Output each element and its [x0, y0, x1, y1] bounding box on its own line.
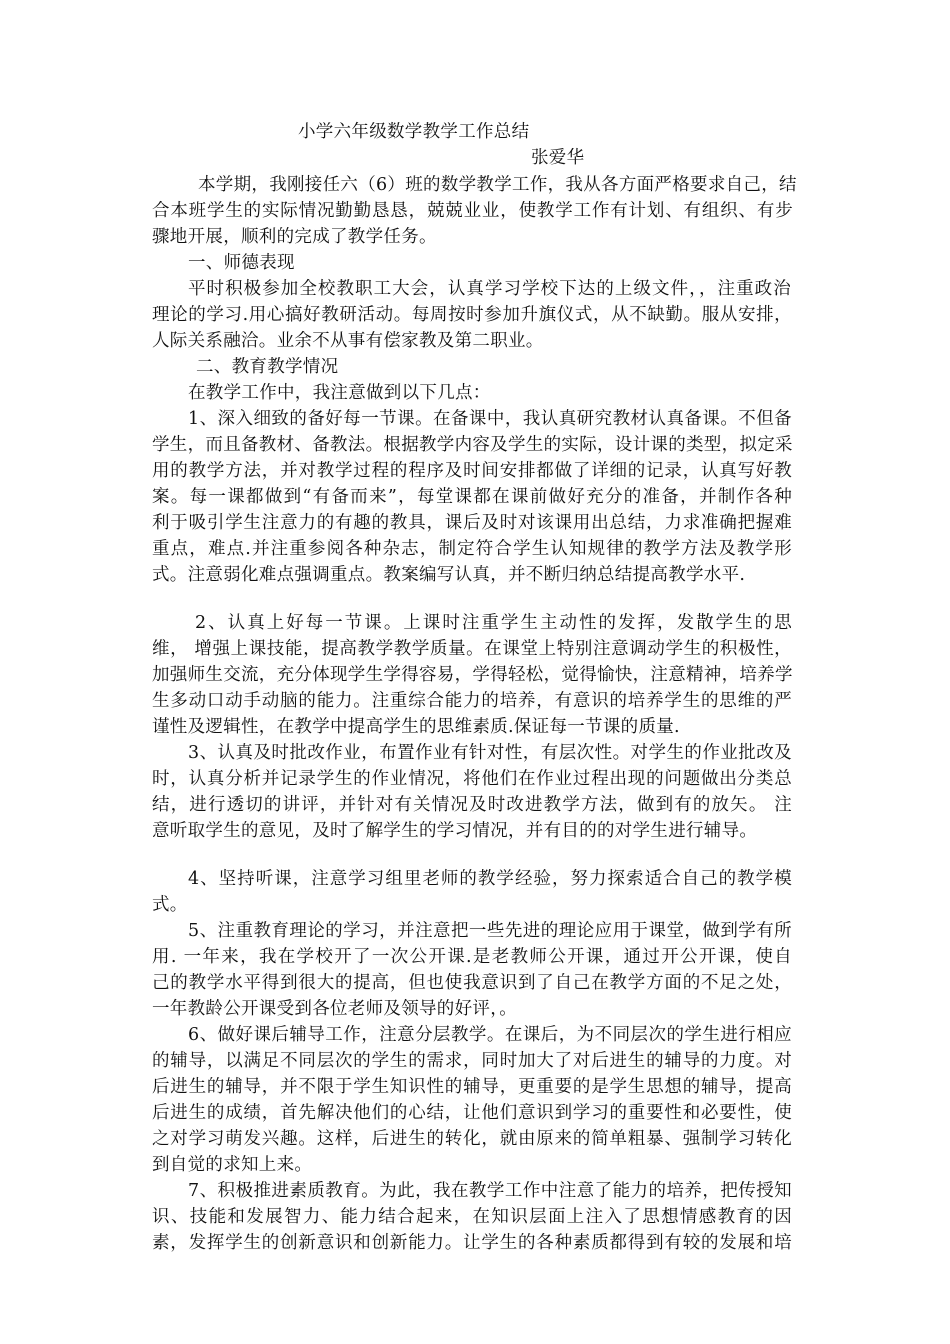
document-title: 小学六年级数学教学工作总结 — [298, 122, 530, 142]
body-line: 的辅导，以满足不同层次的学生的需求，同时加大了对后进生的辅导的力度。对 — [152, 1051, 792, 1071]
body-line: 式。注意弱化难点强调重点。教案编写认真，并不断归纳总结提高教学水平. — [152, 565, 746, 585]
body-line: 1、深入细致的备好每一节课。在备课中，我认真研究教材认真备课。不但备 — [188, 409, 792, 429]
body-line: 结，进行透切的讲评，并针对有关情况及时改进教学方法，做到有的放矢。 注 — [152, 795, 792, 815]
body-line: 合本班学生的实际情况勤勤恳恳，兢兢业业，使教学工作有计划、有组织、有步 — [152, 201, 793, 221]
body-line: 己的教学水平得到很大的提高，但也使我意识到了自己在教学方面的不足之处， — [152, 973, 792, 993]
body-line: 3、认真及时批改作业，布置作业有针对性，有层次性。对学生的作业批改及 — [188, 743, 792, 763]
body-line: 案。每一课都做到“有备而来”，每堂课都在课前做好充分的准备，并制作各种 — [152, 487, 792, 507]
body-line: 意听取学生的意见，及时了解学生的学习情况，并有目的的对学生进行辅导。 — [152, 821, 758, 841]
body-line: 到自觉的求知上来。 — [152, 1155, 313, 1175]
body-line: 一、师德表现 — [188, 253, 295, 273]
body-line: 一年教龄公开课受到各位老师及领导的好评，。 — [152, 999, 518, 1019]
body-line: 素，发挥学生的创新意识和创新能力。让学生的各种素质都得到有较的发展和培 — [152, 1233, 792, 1253]
body-line: 维， 增强上课技能，提高教学教学质量。在课堂上特别注意调动学生的积极性， — [152, 639, 792, 659]
body-line: 用. 一年来，我在学校开了一次公开课.是老教师公开课，通过开公开课，使自 — [152, 947, 792, 967]
body-line: 平时积极参加全校教职工大会，认真学习学校下达的上级文件，，注重政治 — [188, 279, 791, 299]
body-line: 谨性及逻辑性，在教学中提高学生的思维素质.保证每一节课的质量. — [152, 717, 680, 737]
body-line: 利于吸引学生注意力的有趣的教具，课后及时对该课用出总结，力求准确把握难 — [152, 513, 792, 533]
body-line: 学生，而且备教材、备教法。根据教学内容及学生的实际，设计课的类型，拟定采 — [152, 435, 793, 455]
body-line: 识、技能和发展智力、能力结合起来，在知识层面上注入了思想情感教育的因 — [152, 1207, 792, 1227]
body-line: 式。 — [152, 895, 188, 915]
body-line: 7、积极推进素质教育。为此，我在教学工作中注意了能力的培养，把传授知 — [188, 1181, 792, 1201]
body-line: 6、做好课后辅导工作，注意分层教学。在课后，为不同层次的学生进行相应 — [188, 1025, 792, 1045]
body-line: 加强师生交流，充分体现学生学得容易，学得轻松，觉得愉快，注意精神，培养学 — [152, 665, 793, 685]
body-line: 之对学习萌发兴趣。这样，后进生的转化，就由原来的简单粗暴、强制学习转化 — [152, 1129, 792, 1149]
body-line: 在教学工作中，我注意做到以下几点： — [188, 383, 491, 403]
body-line: 时，认真分析并记录学生的作业情况，将他们在作业过程出现的问题做出分类总 — [152, 769, 792, 789]
body-line: 后进生的成绩，首先解决他们的心结，让他们意识到学习的重要性和必要性，使 — [152, 1103, 792, 1123]
body-line: 后进生的辅导，并不限于学生知识性的辅导，更重要的是学生思想的辅导，提高 — [152, 1077, 792, 1097]
body-line: 二、教育教学情况 — [196, 357, 339, 377]
body-line: 重点，难点.并注重参阅各种杂志，制定符合学生认知规律的教学方法及教学形 — [152, 539, 792, 559]
document-author: 张爱华 — [531, 148, 585, 168]
body-line: 骤地开展，顺利的完成了教学任务。 — [152, 227, 437, 247]
body-line: 人际关系融洽。业余不从事有偿家教及第二职业。 — [152, 331, 544, 351]
body-line: 本学期，我刚接任六（6）班的数学教学工作，我从各方面严格要求自己，结 — [198, 175, 797, 195]
body-line: 理论的学习.用心搞好教研活动。每周按时参加升旗仪式，从不缺勤。服从安排， — [152, 305, 792, 325]
body-line: 生多动口动手动脑的能力。注重综合能力的培养，有意识的培养学生的思维的严 — [152, 691, 792, 711]
body-line: 2、认真上好每一节课。上课时注重学生主动性的发挥，发散学生的思 — [195, 613, 792, 633]
body-line: 用的教学方法，并对教学过程的程序及时间安排都做了详细的记录，认真写好教 — [152, 461, 792, 481]
body-line: 5、注重教育理论的学习，并注意把一些先进的理论应用于课堂，做到学有所 — [188, 921, 792, 941]
body-line: 4、坚持听课，注意学习组里老师的教学经验，努力探索适合自己的教学模 — [188, 869, 792, 889]
